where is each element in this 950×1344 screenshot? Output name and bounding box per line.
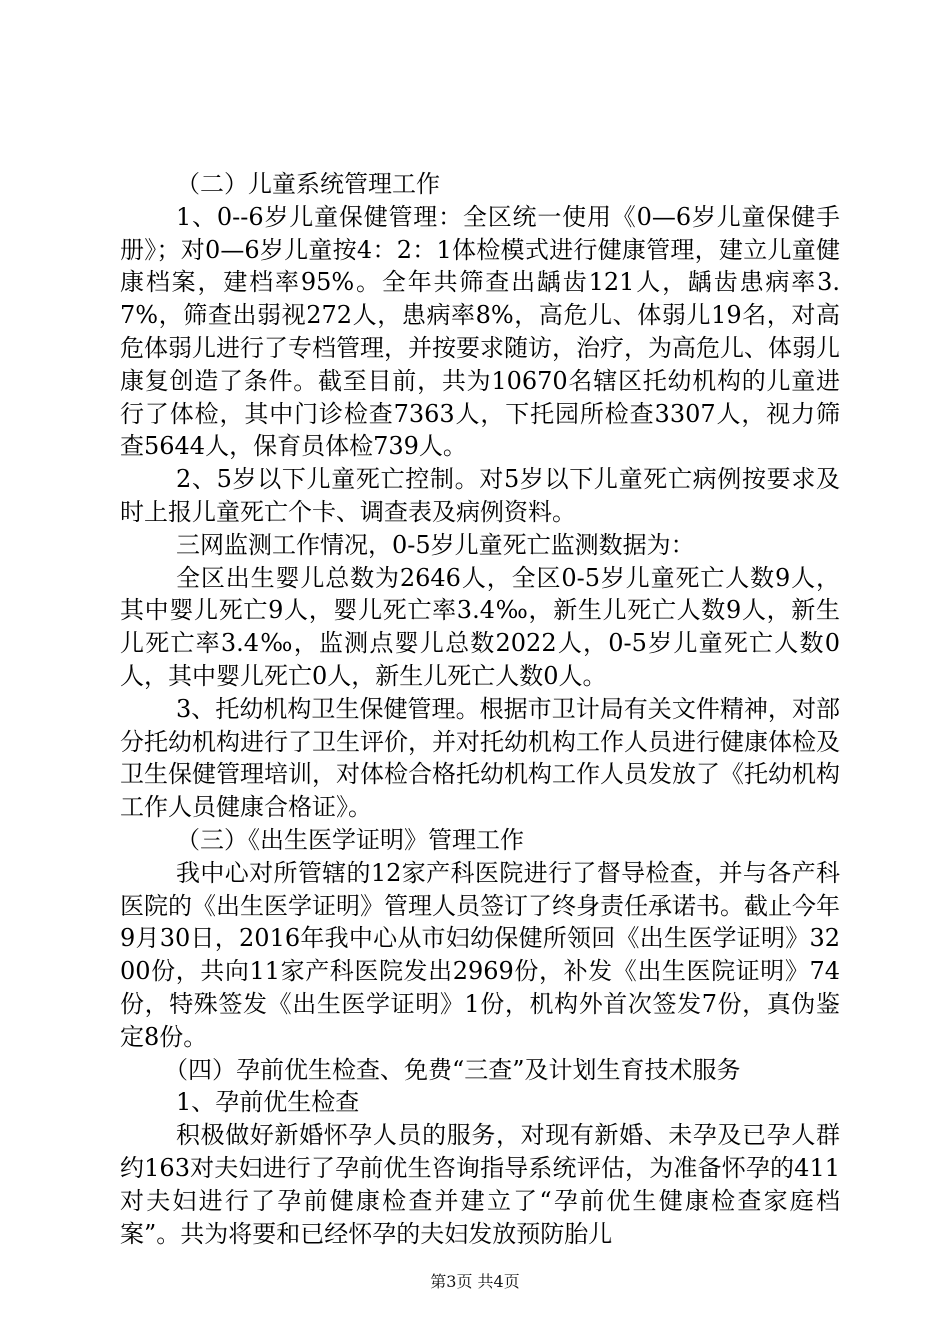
paragraph-nursery-health: 3、托幼机构卫生保健管理。根据市卫计局有关文件精神，对部分托幼机构进行了卫生评价，并对托幼机构工作人员进行健康体检及卫生保健管理培训，对体检合格托幼机构工作人员发放了《托幼机构工作人员健康合格证》。 <box>120 694 840 822</box>
paragraph-pre-pregnancy-service: 积极做好新婚怀孕人员的服务，对现有新婚、未孕及已孕人群约163对夫妇进行了孕前优生咨询指导系统评估，为准备怀孕的411对夫妇进行了孕前健康检查并建立了“孕前优生健康检查家庭档案”。共为将要和已经怀孕的夫妇发放预防胎儿 <box>120 1121 840 1248</box>
section-heading-birth-certificate: （三）《出生医学证明》管理工作 <box>176 825 524 854</box>
page-footer: 第3页 共4页 <box>430 1272 520 1291</box>
section-heading-pre-pregnancy: （四）孕前优生检查、免费“三查”及计划生育技术服务 <box>164 1055 741 1084</box>
document-body <box>120 168 840 1250</box>
subheading-pre-pregnancy-check: 1、孕前优生检查 <box>176 1088 360 1117</box>
paragraph-monitoring-data: 全区出生婴儿总数为2646人，全区0-5岁儿童死亡人数9人，其中婴儿死亡9人，婴儿死亡率3.4‰，新生儿死亡人数9人，新生儿死亡率3.4‰，监测点婴儿总数2022人，0-5岁儿童死亡人数0人，其中婴儿死亡0人，新生儿死亡人数0人。 <box>120 563 840 690</box>
paragraph-birth-certificate: 我中心对所管辖的12家产科医院进行了督导检查，并与各产科医院的《出生医学证明》管理人员签订了终身责任承诺书。截止今年9月30日，2016年我中心从市妇幼保健所领回《出生医学证明》3200份，共向11家产科医院发出2969份，补发《出生医院证明》74份，特殊签发《出生医学证明》1份，机构外首次签发7份，真伪鉴定8份。 <box>120 858 840 1051</box>
section-heading-child-management: （二）儿童系统管理工作 <box>176 170 440 198</box>
paragraph-monitoring-intro: 三网监测工作情况，0-5岁儿童死亡监测数据为： <box>176 530 695 559</box>
paragraph-child-death-control: 2、5岁以下儿童死亡控制。对5岁以下儿童死亡病例按要求及时上报儿童死亡个卡、调查表及病例资料。 <box>120 465 840 526</box>
paragraph-child-health-care: 1、0--6岁儿童保健管理：全区统一使用《0—6岁儿童保健手册》；对0—6岁儿童按4：2：1体检模式进行健康管理，建立儿童健康档案，建档率95%。全年共筛查出龋齿121人，龋齿患病率3.7%，筛查出弱视272人，患病率8%，高危儿、体弱儿19名，对高危体弱儿进行了专档管理，并按要求随访，治疗，为高危儿、体弱儿康复创造了条件。截至目前，共为10670名辖区托幼机构的儿童进行了体检，其中门诊检查7363人，下托园所检查3307人，视力筛查5644人，保育员体检739人。 <box>120 202 840 461</box>
